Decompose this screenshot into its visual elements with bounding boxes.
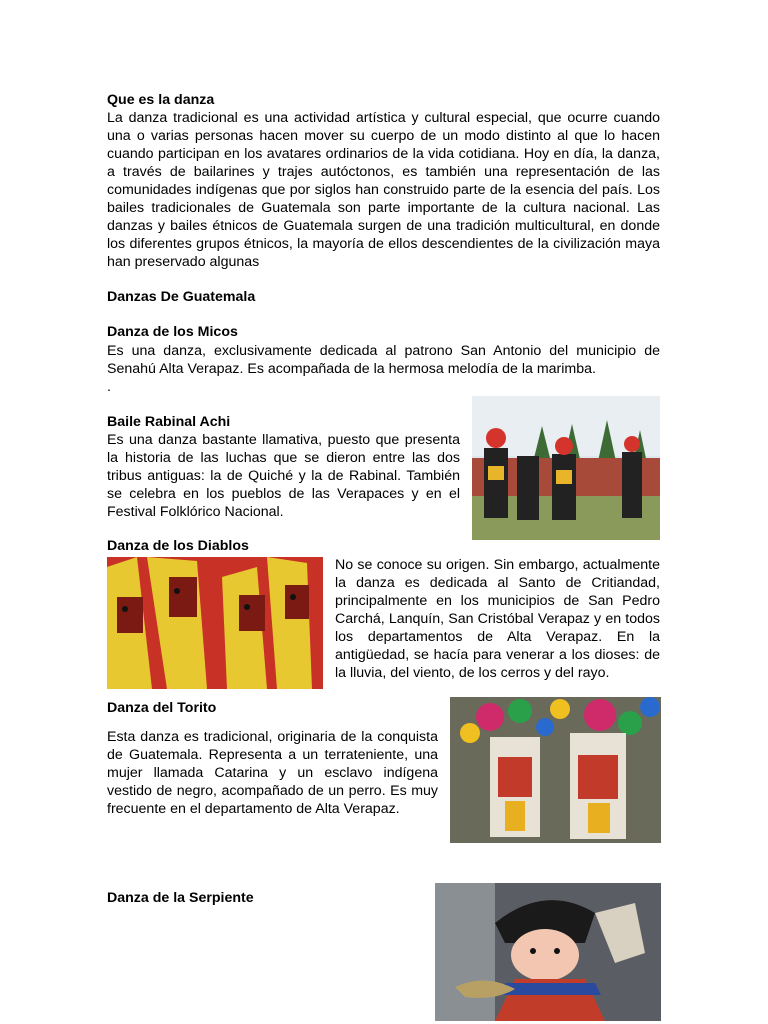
paragraph-baile-rabinal-achi: Es una danza bastante llamativa, puesto que presenta la historia de las luchas que se dieron entre las dos tribus antiguas: la de Quiché y la de Rabinal. También se celebra en los pueblos de las Verapaces y en el Festival Folklórico Nacional. [107,432,460,520]
photo-serpiente-dancer [435,883,661,1021]
paragraph-danza-de-los-diablos: No se conoce su origen. Sin embargo, actualmente la danza es dedicada al Santo de Critiandad, principalmente en los municipios de San Pedro Carchá, Lanquín, San Cristóbal Verapaz y en todos los departamentos de Alta Verapaz. En la antigüedad, se hacía para venerar a los dioses: de la lluvia, del viento, de los cerros y del rayo. [335,557,660,681]
heading-baile-rabinal-achi: Baile Rabinal Achi [107,414,231,430]
stray-period: . [107,379,111,395]
heading-danzas-de-guatemala: Danzas De Guatemala [107,289,256,305]
paragraph-que-es-la-danza: La danza tradicional es una actividad artística y cultural especial, que ocurre cuando una o varias personas hacen mover su cuerpo de un modo distinto al que lo hacen cuando participan en los avatares ordinarios de la vida cotidiana. Hoy en día, la danza, a través de bailarines y trajes autóctonos, es también una representación de las comunidades indígenas que por siglos han construido parte de la esencia del país. Los bailes tradicionales de Guatemala son parte importante de la cultura nacional. Las danzas y bailes étnicos de Guatemala surgen de una tradición multicultural, en donde los diferentes grupos étnicos, la mayoría de ellos descendientes de la civilización maya han preservado algunas [107,110,660,270]
paragraph-danza-de-los-micos: Es una danza, exclusivamente dedicada al patrono San Antonio del municipio de Senahú Alta Verapaz. Es acompañada de la hermosa melodía de la marimba. [107,343,660,377]
photo-rabinal-achi-dancers [472,396,660,540]
paragraph-danza-del-torito: Esta danza es tradicional, originaria de la conquista de Guatemala. Representa a un terrateniente, una mujer llamada Catarina y un esclavo indígena vestido de negro, acompañado de un perro. Es muy frecuente en el departamento de Alta Verapaz. [107,729,438,817]
heading-danza-del-torito: Danza del Torito [107,700,217,716]
heading-que-es-la-danza: Que es la danza [107,92,215,108]
photo-torito-dancers [450,697,661,843]
heading-danza-de-la-serpiente: Danza de la Serpiente [107,890,254,906]
heading-danza-de-los-micos: Danza de los Micos [107,324,238,340]
photo-diablos-dancers [107,557,323,689]
heading-danza-de-los-diablos: Danza de los Diablos [107,538,249,554]
